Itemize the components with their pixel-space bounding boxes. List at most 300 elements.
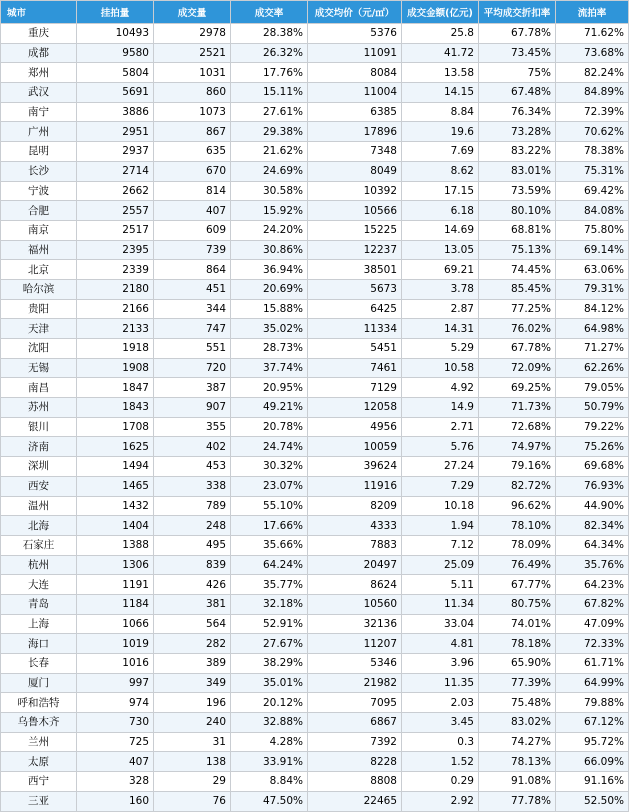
cell-listed-count: 2166 <box>77 299 154 319</box>
cell-deal-count: 196 <box>154 693 231 713</box>
header-deal-rate: 成交率 <box>231 1 308 24</box>
cell-listed-count: 2557 <box>77 201 154 221</box>
cell-avg-price: 17896 <box>308 122 402 142</box>
cell-failed-rate: 79.31% <box>556 279 629 299</box>
header-avg-price: 成交均价（元/㎡） <box>308 1 402 24</box>
cell-deal-count: 720 <box>154 358 231 378</box>
cell-listed-count: 974 <box>77 693 154 713</box>
cell-city: 昆明 <box>1 142 77 162</box>
cell-city: 呼和浩特 <box>1 693 77 713</box>
cell-city: 成都 <box>1 43 77 63</box>
cell-listed-count: 1184 <box>77 594 154 614</box>
cell-avg-price: 12058 <box>308 398 402 418</box>
cell-avg-price: 11091 <box>308 43 402 63</box>
cell-listed-count: 1432 <box>77 496 154 516</box>
cell-listed-count: 1404 <box>77 516 154 536</box>
cell-deal-rate: 30.32% <box>231 457 308 477</box>
table-row <box>1 634 629 654</box>
cell-deal-rate: 28.38% <box>231 24 308 44</box>
cell-listed-count: 1708 <box>77 417 154 437</box>
cell-avg-discount: 68.81% <box>479 220 556 240</box>
table-row <box>1 24 629 44</box>
cell-deal-amount: 5.11 <box>402 575 479 595</box>
cell-deal-count: 2521 <box>154 43 231 63</box>
cell-deal-amount: 0.29 <box>402 772 479 792</box>
cell-avg-discount: 80.75% <box>479 594 556 614</box>
cell-failed-rate: 64.34% <box>556 535 629 555</box>
cell-listed-count: 10493 <box>77 24 154 44</box>
cell-failed-rate: 62.26% <box>556 358 629 378</box>
cell-deal-rate: 37.74% <box>231 358 308 378</box>
cell-deal-count: 240 <box>154 713 231 733</box>
cell-avg-discount: 78.13% <box>479 752 556 772</box>
cell-failed-rate: 44.90% <box>556 496 629 516</box>
header-avg-discount: 平均成交折扣率 <box>479 1 556 24</box>
cell-failed-rate: 73.68% <box>556 43 629 63</box>
cell-deal-amount: 2.03 <box>402 693 479 713</box>
cell-deal-count: 355 <box>154 417 231 437</box>
cell-avg-price: 32136 <box>308 614 402 634</box>
cell-city: 苏州 <box>1 398 77 418</box>
cell-avg-price: 15225 <box>308 220 402 240</box>
cell-listed-count: 3886 <box>77 102 154 122</box>
cell-deal-rate: 4.28% <box>231 732 308 752</box>
cell-avg-discount: 96.62% <box>479 496 556 516</box>
cell-city: 大连 <box>1 575 77 595</box>
table-row <box>1 594 629 614</box>
cell-avg-discount: 79.16% <box>479 457 556 477</box>
cell-deal-count: 747 <box>154 319 231 339</box>
cell-deal-amount: 8.62 <box>402 161 479 181</box>
cell-deal-rate: 55.10% <box>231 496 308 516</box>
cell-deal-count: 867 <box>154 122 231 142</box>
table-row <box>1 732 629 752</box>
cell-avg-discount: 73.45% <box>479 43 556 63</box>
cell-deal-rate: 36.94% <box>231 260 308 280</box>
cell-listed-count: 997 <box>77 673 154 693</box>
table-row <box>1 240 629 260</box>
cell-city: 贵阳 <box>1 299 77 319</box>
cell-deal-count: 2978 <box>154 24 231 44</box>
cell-deal-rate: 23.07% <box>231 476 308 496</box>
cell-deal-amount: 14.9 <box>402 398 479 418</box>
cell-deal-count: 739 <box>154 240 231 260</box>
cell-deal-count: 860 <box>154 83 231 103</box>
cell-failed-rate: 82.34% <box>556 516 629 536</box>
cell-deal-amount: 2.92 <box>402 791 479 811</box>
cell-listed-count: 5691 <box>77 83 154 103</box>
cell-deal-count: 864 <box>154 260 231 280</box>
cell-listed-count: 1908 <box>77 358 154 378</box>
cell-avg-discount: 69.25% <box>479 378 556 398</box>
cell-deal-rate: 38.29% <box>231 654 308 674</box>
cell-city: 海口 <box>1 634 77 654</box>
cell-deal-rate: 27.67% <box>231 634 308 654</box>
cell-listed-count: 1465 <box>77 476 154 496</box>
cell-deal-count: 670 <box>154 161 231 181</box>
cell-listed-count: 2180 <box>77 279 154 299</box>
cell-avg-price: 7095 <box>308 693 402 713</box>
cell-avg-discount: 78.09% <box>479 535 556 555</box>
cell-avg-discount: 76.49% <box>479 555 556 575</box>
cell-failed-rate: 82.24% <box>556 63 629 83</box>
table-row <box>1 555 629 575</box>
cell-avg-price: 21982 <box>308 673 402 693</box>
header-listed-count: 挂拍量 <box>77 1 154 24</box>
cell-failed-rate: 71.27% <box>556 339 629 359</box>
cell-failed-rate: 66.09% <box>556 752 629 772</box>
cell-failed-rate: 84.12% <box>556 299 629 319</box>
cell-deal-count: 635 <box>154 142 231 162</box>
table-row <box>1 43 629 63</box>
header-failed-rate: 流拍率 <box>556 1 629 24</box>
cell-failed-rate: 76.93% <box>556 476 629 496</box>
cell-deal-rate: 20.95% <box>231 378 308 398</box>
cell-failed-rate: 75.80% <box>556 220 629 240</box>
cell-city: 福州 <box>1 240 77 260</box>
cell-avg-discount: 74.01% <box>479 614 556 634</box>
cell-deal-amount: 8.84 <box>402 102 479 122</box>
cell-deal-count: 31 <box>154 732 231 752</box>
cell-deal-count: 814 <box>154 181 231 201</box>
cell-failed-rate: 52.50% <box>556 791 629 811</box>
cell-deal-amount: 3.96 <box>402 654 479 674</box>
cell-failed-rate: 79.22% <box>556 417 629 437</box>
cell-avg-price: 6867 <box>308 713 402 733</box>
table-row <box>1 673 629 693</box>
cell-city: 长沙 <box>1 161 77 181</box>
cell-avg-discount: 67.78% <box>479 339 556 359</box>
cell-deal-amount: 3.78 <box>402 279 479 299</box>
cell-avg-price: 8209 <box>308 496 402 516</box>
cell-deal-amount: 33.04 <box>402 614 479 634</box>
cell-deal-count: 389 <box>154 654 231 674</box>
cell-avg-price: 39624 <box>308 457 402 477</box>
cell-deal-rate: 21.62% <box>231 142 308 162</box>
table-row <box>1 299 629 319</box>
cell-failed-rate: 69.14% <box>556 240 629 260</box>
table-row <box>1 142 629 162</box>
cell-listed-count: 2517 <box>77 220 154 240</box>
cell-avg-price: 8624 <box>308 575 402 595</box>
table-row <box>1 102 629 122</box>
cell-deal-rate: 20.78% <box>231 417 308 437</box>
cell-deal-count: 76 <box>154 791 231 811</box>
table-row <box>1 181 629 201</box>
cell-deal-amount: 0.3 <box>402 732 479 752</box>
cell-city: 无锡 <box>1 358 77 378</box>
cell-listed-count: 1494 <box>77 457 154 477</box>
cell-avg-discount: 80.10% <box>479 201 556 221</box>
cell-deal-count: 402 <box>154 437 231 457</box>
cell-avg-price: 6385 <box>308 102 402 122</box>
cell-avg-price: 5451 <box>308 339 402 359</box>
cell-deal-amount: 41.72 <box>402 43 479 63</box>
cell-deal-amount: 10.18 <box>402 496 479 516</box>
cell-city: 广州 <box>1 122 77 142</box>
cell-listed-count: 2133 <box>77 319 154 339</box>
cell-avg-discount: 75.48% <box>479 693 556 713</box>
cell-avg-price: 11004 <box>308 83 402 103</box>
cell-deal-count: 282 <box>154 634 231 654</box>
cell-avg-discount: 74.45% <box>479 260 556 280</box>
cell-deal-count: 609 <box>154 220 231 240</box>
cell-avg-price: 11207 <box>308 634 402 654</box>
cell-avg-discount: 91.08% <box>479 772 556 792</box>
cell-avg-price: 7129 <box>308 378 402 398</box>
cell-failed-rate: 63.06% <box>556 260 629 280</box>
cell-listed-count: 1388 <box>77 535 154 555</box>
cell-deal-amount: 2.71 <box>402 417 479 437</box>
cell-deal-rate: 17.76% <box>231 63 308 83</box>
cell-avg-price: 7461 <box>308 358 402 378</box>
cell-avg-price: 7883 <box>308 535 402 555</box>
cell-deal-amount: 25.09 <box>402 555 479 575</box>
cell-deal-amount: 1.94 <box>402 516 479 536</box>
cell-listed-count: 160 <box>77 791 154 811</box>
table-row <box>1 63 629 83</box>
cell-city: 合肥 <box>1 201 77 221</box>
cell-avg-price: 10560 <box>308 594 402 614</box>
cell-city: 杭州 <box>1 555 77 575</box>
cell-avg-price: 8808 <box>308 772 402 792</box>
cell-avg-discount: 83.22% <box>479 142 556 162</box>
cell-city: 上海 <box>1 614 77 634</box>
cell-deal-count: 495 <box>154 535 231 555</box>
cell-deal-rate: 35.01% <box>231 673 308 693</box>
cell-listed-count: 328 <box>77 772 154 792</box>
cell-failed-rate: 91.16% <box>556 772 629 792</box>
cell-deal-rate: 30.58% <box>231 181 308 201</box>
cell-avg-price: 11916 <box>308 476 402 496</box>
cell-deal-count: 426 <box>154 575 231 595</box>
cell-avg-price: 10392 <box>308 181 402 201</box>
cell-avg-discount: 73.59% <box>479 181 556 201</box>
cell-failed-rate: 79.05% <box>556 378 629 398</box>
cell-deal-rate: 47.50% <box>231 791 308 811</box>
cell-listed-count: 5804 <box>77 63 154 83</box>
cell-failed-rate: 79.88% <box>556 693 629 713</box>
cell-deal-amount: 3.45 <box>402 713 479 733</box>
table-row <box>1 339 629 359</box>
cell-listed-count: 407 <box>77 752 154 772</box>
cell-listed-count: 1847 <box>77 378 154 398</box>
cell-avg-price: 10566 <box>308 201 402 221</box>
table-row <box>1 752 629 772</box>
cell-failed-rate: 64.98% <box>556 319 629 339</box>
cell-deal-amount: 11.35 <box>402 673 479 693</box>
table-header-row <box>1 1 629 24</box>
cell-failed-rate: 61.71% <box>556 654 629 674</box>
cell-deal-rate: 30.86% <box>231 240 308 260</box>
cell-deal-amount: 7.29 <box>402 476 479 496</box>
table-row <box>1 791 629 811</box>
cell-deal-rate: 20.12% <box>231 693 308 713</box>
cell-failed-rate: 71.62% <box>556 24 629 44</box>
cell-listed-count: 2951 <box>77 122 154 142</box>
cell-deal-amount: 7.12 <box>402 535 479 555</box>
cell-failed-rate: 75.31% <box>556 161 629 181</box>
table-row <box>1 161 629 181</box>
cell-deal-rate: 32.18% <box>231 594 308 614</box>
table-body <box>1 24 629 812</box>
table-row <box>1 201 629 221</box>
cell-deal-amount: 1.52 <box>402 752 479 772</box>
cell-avg-price: 6425 <box>308 299 402 319</box>
cell-avg-discount: 77.78% <box>479 791 556 811</box>
cell-deal-amount: 13.58 <box>402 63 479 83</box>
cell-deal-count: 381 <box>154 594 231 614</box>
cell-deal-rate: 52.91% <box>231 614 308 634</box>
cell-city: 重庆 <box>1 24 77 44</box>
cell-deal-amount: 5.29 <box>402 339 479 359</box>
cell-city: 郑州 <box>1 63 77 83</box>
cell-avg-discount: 67.48% <box>479 83 556 103</box>
cell-avg-price: 20497 <box>308 555 402 575</box>
cell-failed-rate: 75.26% <box>556 437 629 457</box>
table-row <box>1 437 629 457</box>
table-row <box>1 496 629 516</box>
cell-failed-rate: 69.68% <box>556 457 629 477</box>
cell-failed-rate: 69.42% <box>556 181 629 201</box>
cell-city: 西宁 <box>1 772 77 792</box>
cell-deal-amount: 69.21 <box>402 260 479 280</box>
cell-deal-rate: 35.77% <box>231 575 308 595</box>
table-row <box>1 417 629 437</box>
cell-city: 长春 <box>1 654 77 674</box>
table-row <box>1 654 629 674</box>
table-row <box>1 772 629 792</box>
cell-city: 银川 <box>1 417 77 437</box>
cell-listed-count: 1016 <box>77 654 154 674</box>
cell-deal-rate: 20.69% <box>231 279 308 299</box>
cell-city: 青岛 <box>1 594 77 614</box>
cell-deal-count: 338 <box>154 476 231 496</box>
cell-deal-amount: 4.81 <box>402 634 479 654</box>
cell-avg-discount: 83.01% <box>479 161 556 181</box>
cell-deal-count: 387 <box>154 378 231 398</box>
cell-deal-amount: 14.15 <box>402 83 479 103</box>
cell-deal-rate: 28.73% <box>231 339 308 359</box>
cell-failed-rate: 64.23% <box>556 575 629 595</box>
cell-listed-count: 1306 <box>77 555 154 575</box>
table-row <box>1 83 629 103</box>
cell-avg-discount: 74.27% <box>479 732 556 752</box>
cell-avg-discount: 71.73% <box>479 398 556 418</box>
cell-failed-rate: 84.08% <box>556 201 629 221</box>
table-row <box>1 476 629 496</box>
cell-deal-rate: 33.91% <box>231 752 308 772</box>
cell-avg-price: 5346 <box>308 654 402 674</box>
cell-deal-count: 551 <box>154 339 231 359</box>
cell-listed-count: 2937 <box>77 142 154 162</box>
cell-listed-count: 1019 <box>77 634 154 654</box>
cell-listed-count: 1843 <box>77 398 154 418</box>
cell-avg-discount: 72.09% <box>479 358 556 378</box>
cell-avg-discount: 82.72% <box>479 476 556 496</box>
cell-listed-count: 725 <box>77 732 154 752</box>
cell-avg-discount: 67.78% <box>479 24 556 44</box>
cell-deal-rate: 15.11% <box>231 83 308 103</box>
cell-listed-count: 2662 <box>77 181 154 201</box>
cell-avg-discount: 67.77% <box>479 575 556 595</box>
cell-avg-price: 22465 <box>308 791 402 811</box>
cell-city: 深圳 <box>1 457 77 477</box>
cell-deal-rate: 35.66% <box>231 535 308 555</box>
cell-avg-discount: 74.97% <box>479 437 556 457</box>
cell-deal-amount: 7.69 <box>402 142 479 162</box>
cell-deal-count: 907 <box>154 398 231 418</box>
cell-listed-count: 1066 <box>77 614 154 634</box>
cell-avg-discount: 65.90% <box>479 654 556 674</box>
table-row <box>1 614 629 634</box>
cell-city: 厦门 <box>1 673 77 693</box>
cell-deal-rate: 27.61% <box>231 102 308 122</box>
cell-deal-count: 1073 <box>154 102 231 122</box>
cell-deal-amount: 14.31 <box>402 319 479 339</box>
cell-city: 兰州 <box>1 732 77 752</box>
cell-deal-amount: 5.76 <box>402 437 479 457</box>
cell-deal-rate: 64.24% <box>231 555 308 575</box>
cell-avg-discount: 78.10% <box>479 516 556 536</box>
cell-deal-count: 344 <box>154 299 231 319</box>
cell-deal-count: 451 <box>154 279 231 299</box>
cell-avg-price: 8084 <box>308 63 402 83</box>
cell-deal-amount: 14.69 <box>402 220 479 240</box>
cell-avg-price: 11334 <box>308 319 402 339</box>
cell-avg-discount: 73.28% <box>479 122 556 142</box>
cell-deal-rate: 15.88% <box>231 299 308 319</box>
cell-avg-price: 5376 <box>308 24 402 44</box>
cell-failed-rate: 95.72% <box>556 732 629 752</box>
cell-city: 沈阳 <box>1 339 77 359</box>
cell-deal-count: 138 <box>154 752 231 772</box>
cell-listed-count: 1191 <box>77 575 154 595</box>
cell-deal-amount: 13.05 <box>402 240 479 260</box>
header-deal-amount: 成交金额(亿元) <box>402 1 479 24</box>
cell-city: 温州 <box>1 496 77 516</box>
cell-listed-count: 730 <box>77 713 154 733</box>
cell-deal-count: 453 <box>154 457 231 477</box>
cell-city: 济南 <box>1 437 77 457</box>
table-row <box>1 319 629 339</box>
table-row <box>1 398 629 418</box>
cell-failed-rate: 84.89% <box>556 83 629 103</box>
cell-avg-price: 8049 <box>308 161 402 181</box>
cell-deal-rate: 24.20% <box>231 220 308 240</box>
cell-avg-price: 12237 <box>308 240 402 260</box>
cell-city: 北京 <box>1 260 77 280</box>
cell-city: 宁波 <box>1 181 77 201</box>
header-city: 城市 <box>1 1 77 24</box>
cell-city: 武汉 <box>1 83 77 103</box>
table-row <box>1 535 629 555</box>
table-row <box>1 457 629 477</box>
cell-city: 三亚 <box>1 791 77 811</box>
cell-failed-rate: 78.38% <box>556 142 629 162</box>
header-deal-count: 成交量 <box>154 1 231 24</box>
cell-deal-count: 789 <box>154 496 231 516</box>
cell-deal-rate: 29.38% <box>231 122 308 142</box>
cell-deal-rate: 32.88% <box>231 713 308 733</box>
cell-deal-rate: 8.84% <box>231 772 308 792</box>
cell-avg-discount: 77.25% <box>479 299 556 319</box>
cell-city: 太原 <box>1 752 77 772</box>
cell-avg-discount: 78.18% <box>479 634 556 654</box>
cell-deal-amount: 17.15 <box>402 181 479 201</box>
cell-listed-count: 9580 <box>77 43 154 63</box>
cell-deal-rate: 35.02% <box>231 319 308 339</box>
